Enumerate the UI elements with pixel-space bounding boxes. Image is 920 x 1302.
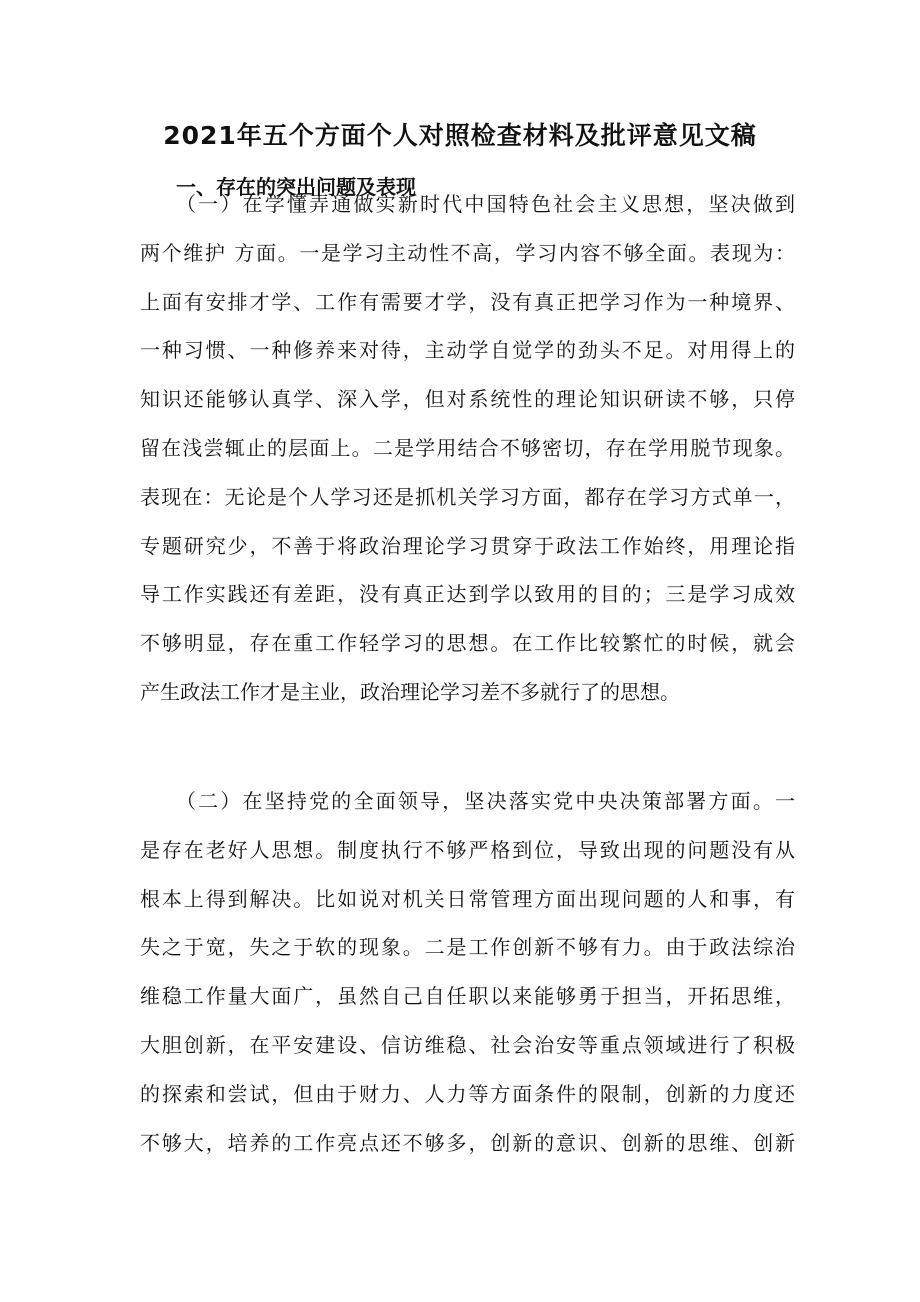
paragraph-line: 留在浅尝辄止的层面上。二是学用结合不够密切，存在学用脱节现象。 — [140, 435, 795, 460]
paragraph-line: 是存在老好人思想。制度执行不够严格到位，导致出现的问题没有从 — [140, 837, 795, 862]
paragraph-line: 失之于宽，失之于软的现象。二是工作创新不够有力。由于政法综治 — [140, 935, 795, 960]
paragraph-line: （二）在坚持党的全面领导，坚决落实党中央决策部署方面。一 — [176, 789, 795, 813]
paragraph-line: 导工作实践还有差距，没有真正达到学以致用的目的；三是学习成效 — [140, 582, 795, 607]
paragraph-line: 产生政法工作才是主业，政治理论学习差不多就行了的思想。 — [140, 679, 680, 704]
paragraph-line: 大胆创新，在平安建设、信访维稳、社会治安等重点领域进行了积极 — [140, 1032, 795, 1057]
paragraph-line: 根本上得到解决。比如说对机关日常管理方面出现问题的人和事，有 — [140, 886, 795, 911]
paragraph-line: 不够大，培养的工作亮点还不够多，创新的意识、创新的思维、创新 — [140, 1130, 795, 1155]
paragraph-line: 知识还能够认真学、深入学，但对系统性的理论知识研读不够，只停 — [140, 387, 795, 412]
paragraph-line: 两个维护 方面。一是学习主动性不高，学习内容不够全面。表现为： — [140, 240, 795, 265]
paragraph-line: 不够明显，存在重工作轻学习的思想。在工作比较繁忙的时候，就会 — [140, 631, 795, 656]
paragraph-line: 一种习惯、一种修养来对待，主动学自觉学的劲头不足。对用得上的 — [140, 338, 795, 363]
paragraph-1 — [140, 180, 795, 717]
paragraph-line: 上面有安排才学、工作有需要才学，没有真正把学习作为一种境界、 — [140, 289, 795, 314]
document-title: 2021年五个方面个人对照检查材料及批评意见文稿 — [163, 121, 757, 150]
paragraph-line: （一）在学懂弄通做实新时代中国特色社会主义思想，坚决做到 — [176, 192, 795, 216]
paragraph-line: 表现在：无论是个人学习还是抓机关学习方面，都存在学习方式单一， — [140, 484, 795, 509]
section-heading: 一、存在的突出问题及表现 — [176, 175, 416, 199]
paragraph-line: 维稳工作量大面广，虽然自己自任职以来能够勇于担当，开拓思维， — [140, 984, 795, 1009]
paragraph-line: 的探索和尝试，但由于财力、人力等方面条件的限制，创新的力度还 — [140, 1081, 795, 1106]
paragraph-2 — [140, 777, 795, 1167]
paragraph-line: 专题研究少，不善于将政治理论学习贯穿于政法工作始终，用理论指 — [140, 533, 795, 558]
